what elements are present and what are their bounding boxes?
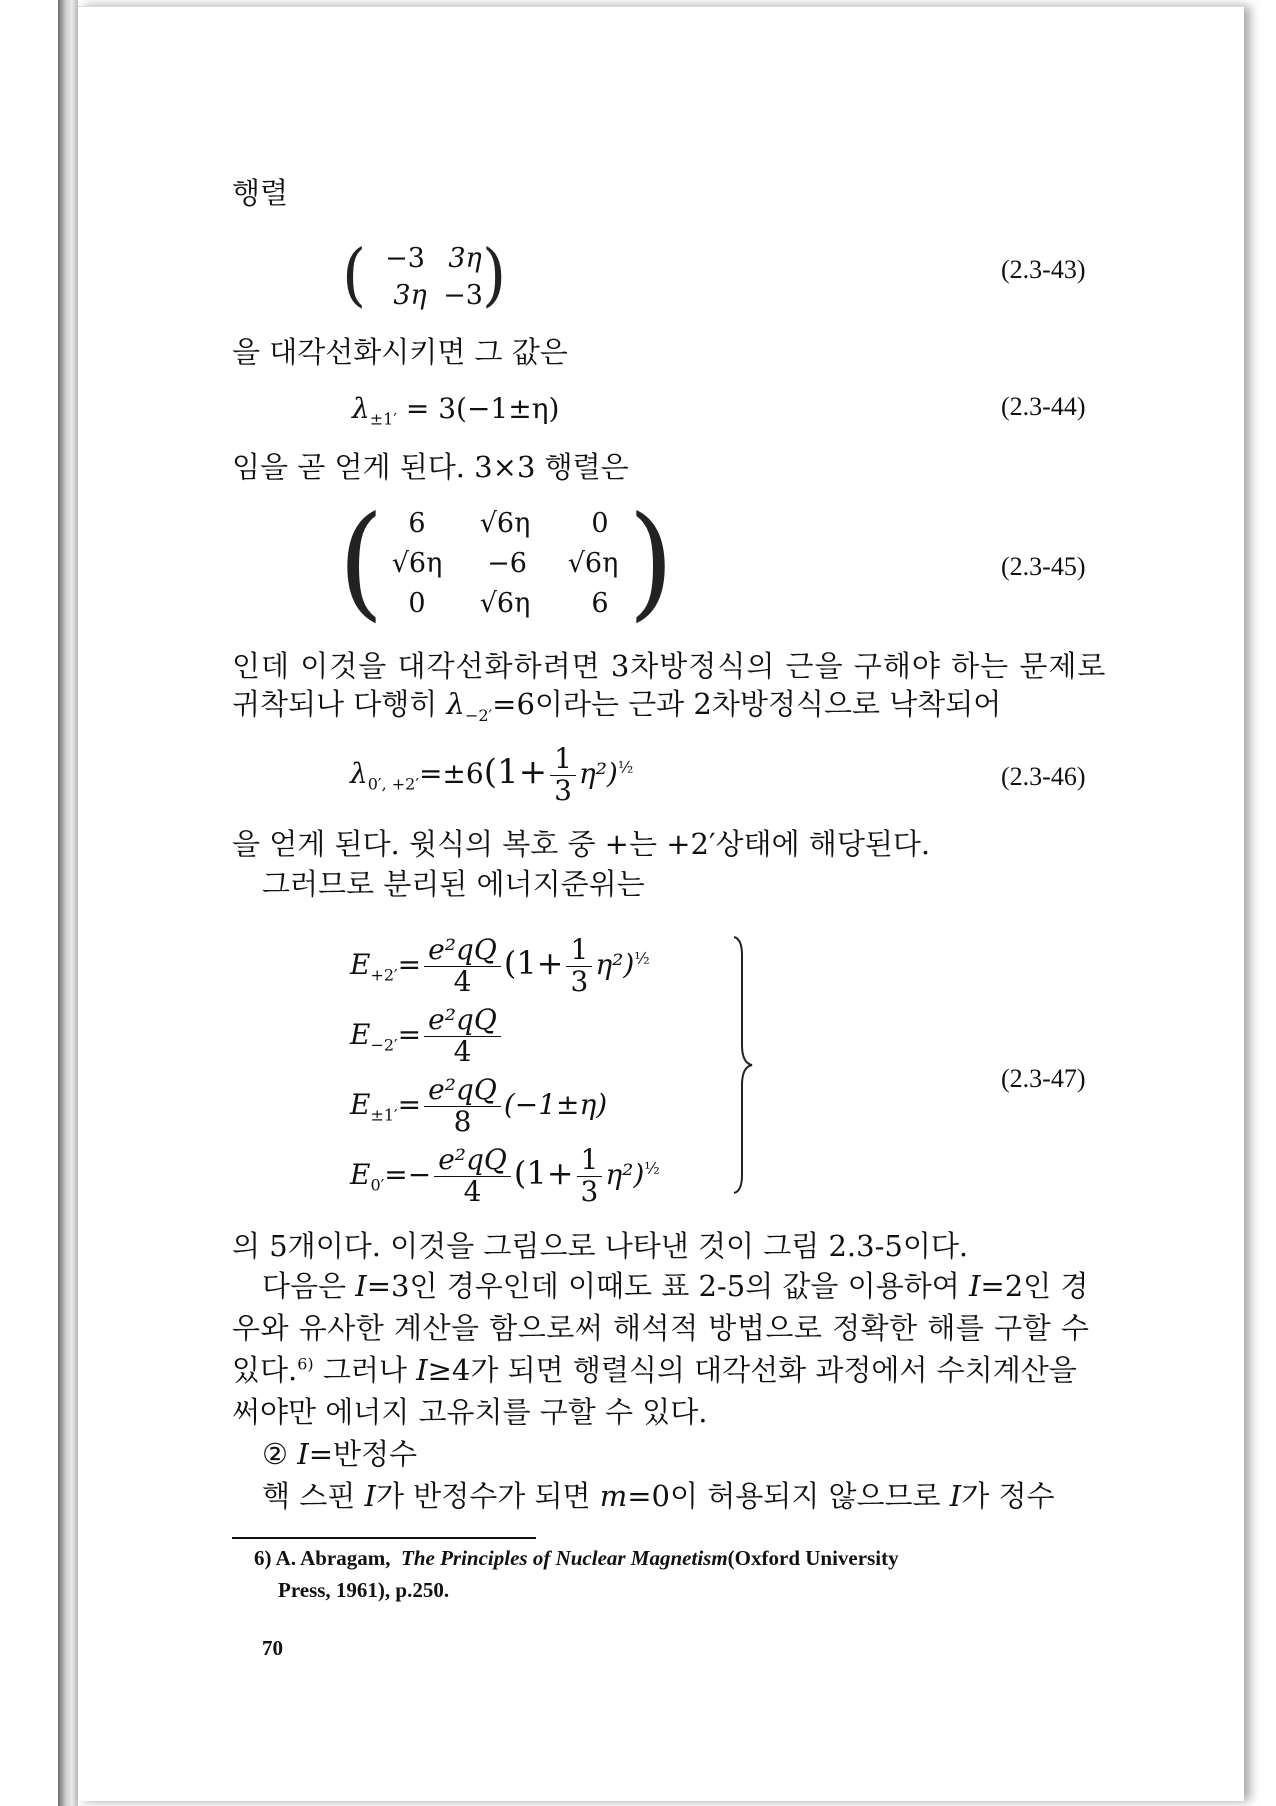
- equation-number: (2.3-47): [1001, 1064, 1086, 1093]
- text-line: 우와 유사한 계산을 함으로써 해석적 방법으로 정확한 해를 구할 수: [232, 1311, 1090, 1345]
- equation-44: $\lambda_{\pm 1'} = 3(-1\pm\eta)$: [352, 392, 560, 429]
- text-line: 을 대각선화시키면 그 값은: [232, 335, 568, 369]
- right-brace: [728, 935, 758, 1195]
- matrix-cell: 0: [591, 508, 609, 539]
- text-line: 의 5개이다. 이것을 그림으로 나타낸 것이 그림 2.3-5이다.: [232, 1229, 969, 1263]
- text-line: 임을 곧 얻게 된다. 3×3 행렬은: [232, 450, 629, 484]
- matrix-cell: 6: [591, 588, 609, 619]
- book-spine: [58, 0, 78, 1806]
- matrix-cell: 0: [408, 588, 426, 619]
- equation-number: (2.3-43): [1001, 255, 1086, 284]
- matrix-cell: √6η: [567, 548, 619, 579]
- text-line: 을 얻게 된다. 윗식의 복호 중 +는 +2′상태에 해당된다.: [232, 827, 931, 861]
- heading-matrix: 행렬: [232, 176, 289, 210]
- matrix-cell: −6: [487, 548, 527, 579]
- equation-number: (2.3-45): [1001, 552, 1086, 581]
- equation-46: $\lambda_{0', +2'}=\pm 6(1+$ $\frac{1}{3}$ η²)$^{\frac{1}{2}}$: [350, 742, 634, 807]
- matrix-cell: −3: [385, 243, 425, 274]
- matrix-cell: √6η: [479, 588, 531, 619]
- matrix-cell: −3: [443, 280, 483, 311]
- energy-level-minus2: $E_{-2'}=$ $\frac{\text{e²qQ}}{4}$: [350, 1005, 504, 1068]
- matrix-cell: √6η: [391, 548, 443, 579]
- item-heading: ② I=반정수: [262, 1437, 418, 1471]
- equation-number: (2.3-44): [1001, 392, 1086, 421]
- text-line: 인데 이것을 대각선화하려면 3차방정식의 근을 구해야 하는 문제로: [232, 649, 1107, 683]
- text-line: 핵 스핀 I가 반정수가 되면 m=0이 허용되지 않으므로 I가 정수: [262, 1479, 1055, 1513]
- matrix-cell: 3η: [448, 243, 482, 274]
- text-line: 귀착되나 다행히 $\lambda_{-2'}=6$이라는 근과 2차방정식으로 낙착되어: [232, 687, 1002, 725]
- text-line: 다음은 I=3인 경우인데 이때도 표 2-5의 값을 이용하여 I=2인 경: [262, 1269, 1089, 1303]
- footnote: 6) A. Abragam, The Principles of Nuclear Magnetism(Oxford University: [254, 1546, 899, 1570]
- energy-level-pm1: $E_{\pm 1'}=$ $\frac{\text{e²qQ}}{8}$ (−1±η): [350, 1073, 608, 1138]
- matrix-cell: √6η: [479, 508, 531, 539]
- footnote-continued: Press, 1961), p.250.: [278, 1578, 450, 1602]
- footnote-rule: [232, 1537, 536, 1539]
- matrix-cell: 3η: [393, 280, 427, 311]
- matrix-cell: 6: [408, 508, 426, 539]
- energy-level-plus2: $E_{+2'}=$ $\frac{\text{e²qQ}}{4}$ (1+ $\frac{1}{3}$ η²)$^{\frac{1}{2}}$: [350, 933, 650, 998]
- page-number: 70: [262, 1636, 283, 1660]
- text-line: 써야만 에너지 고유치를 구할 수 있다.: [232, 1395, 708, 1429]
- energy-level-zero: $E_{0'}=-$ $\frac{\text{e²qQ}}{4}$ (1+ $\frac{1}{3}$ η²)$^{\frac{1}{2}}$: [350, 1143, 660, 1208]
- equation-number: (2.3-46): [1001, 762, 1086, 791]
- text-line: 있다.$^{6)}$ 그러나 I≥4가 되면 행렬식의 대각선화 과정에서 수치계산을: [232, 1353, 1077, 1387]
- text-line: 그러므로 분리된 에너지준위는: [262, 867, 645, 901]
